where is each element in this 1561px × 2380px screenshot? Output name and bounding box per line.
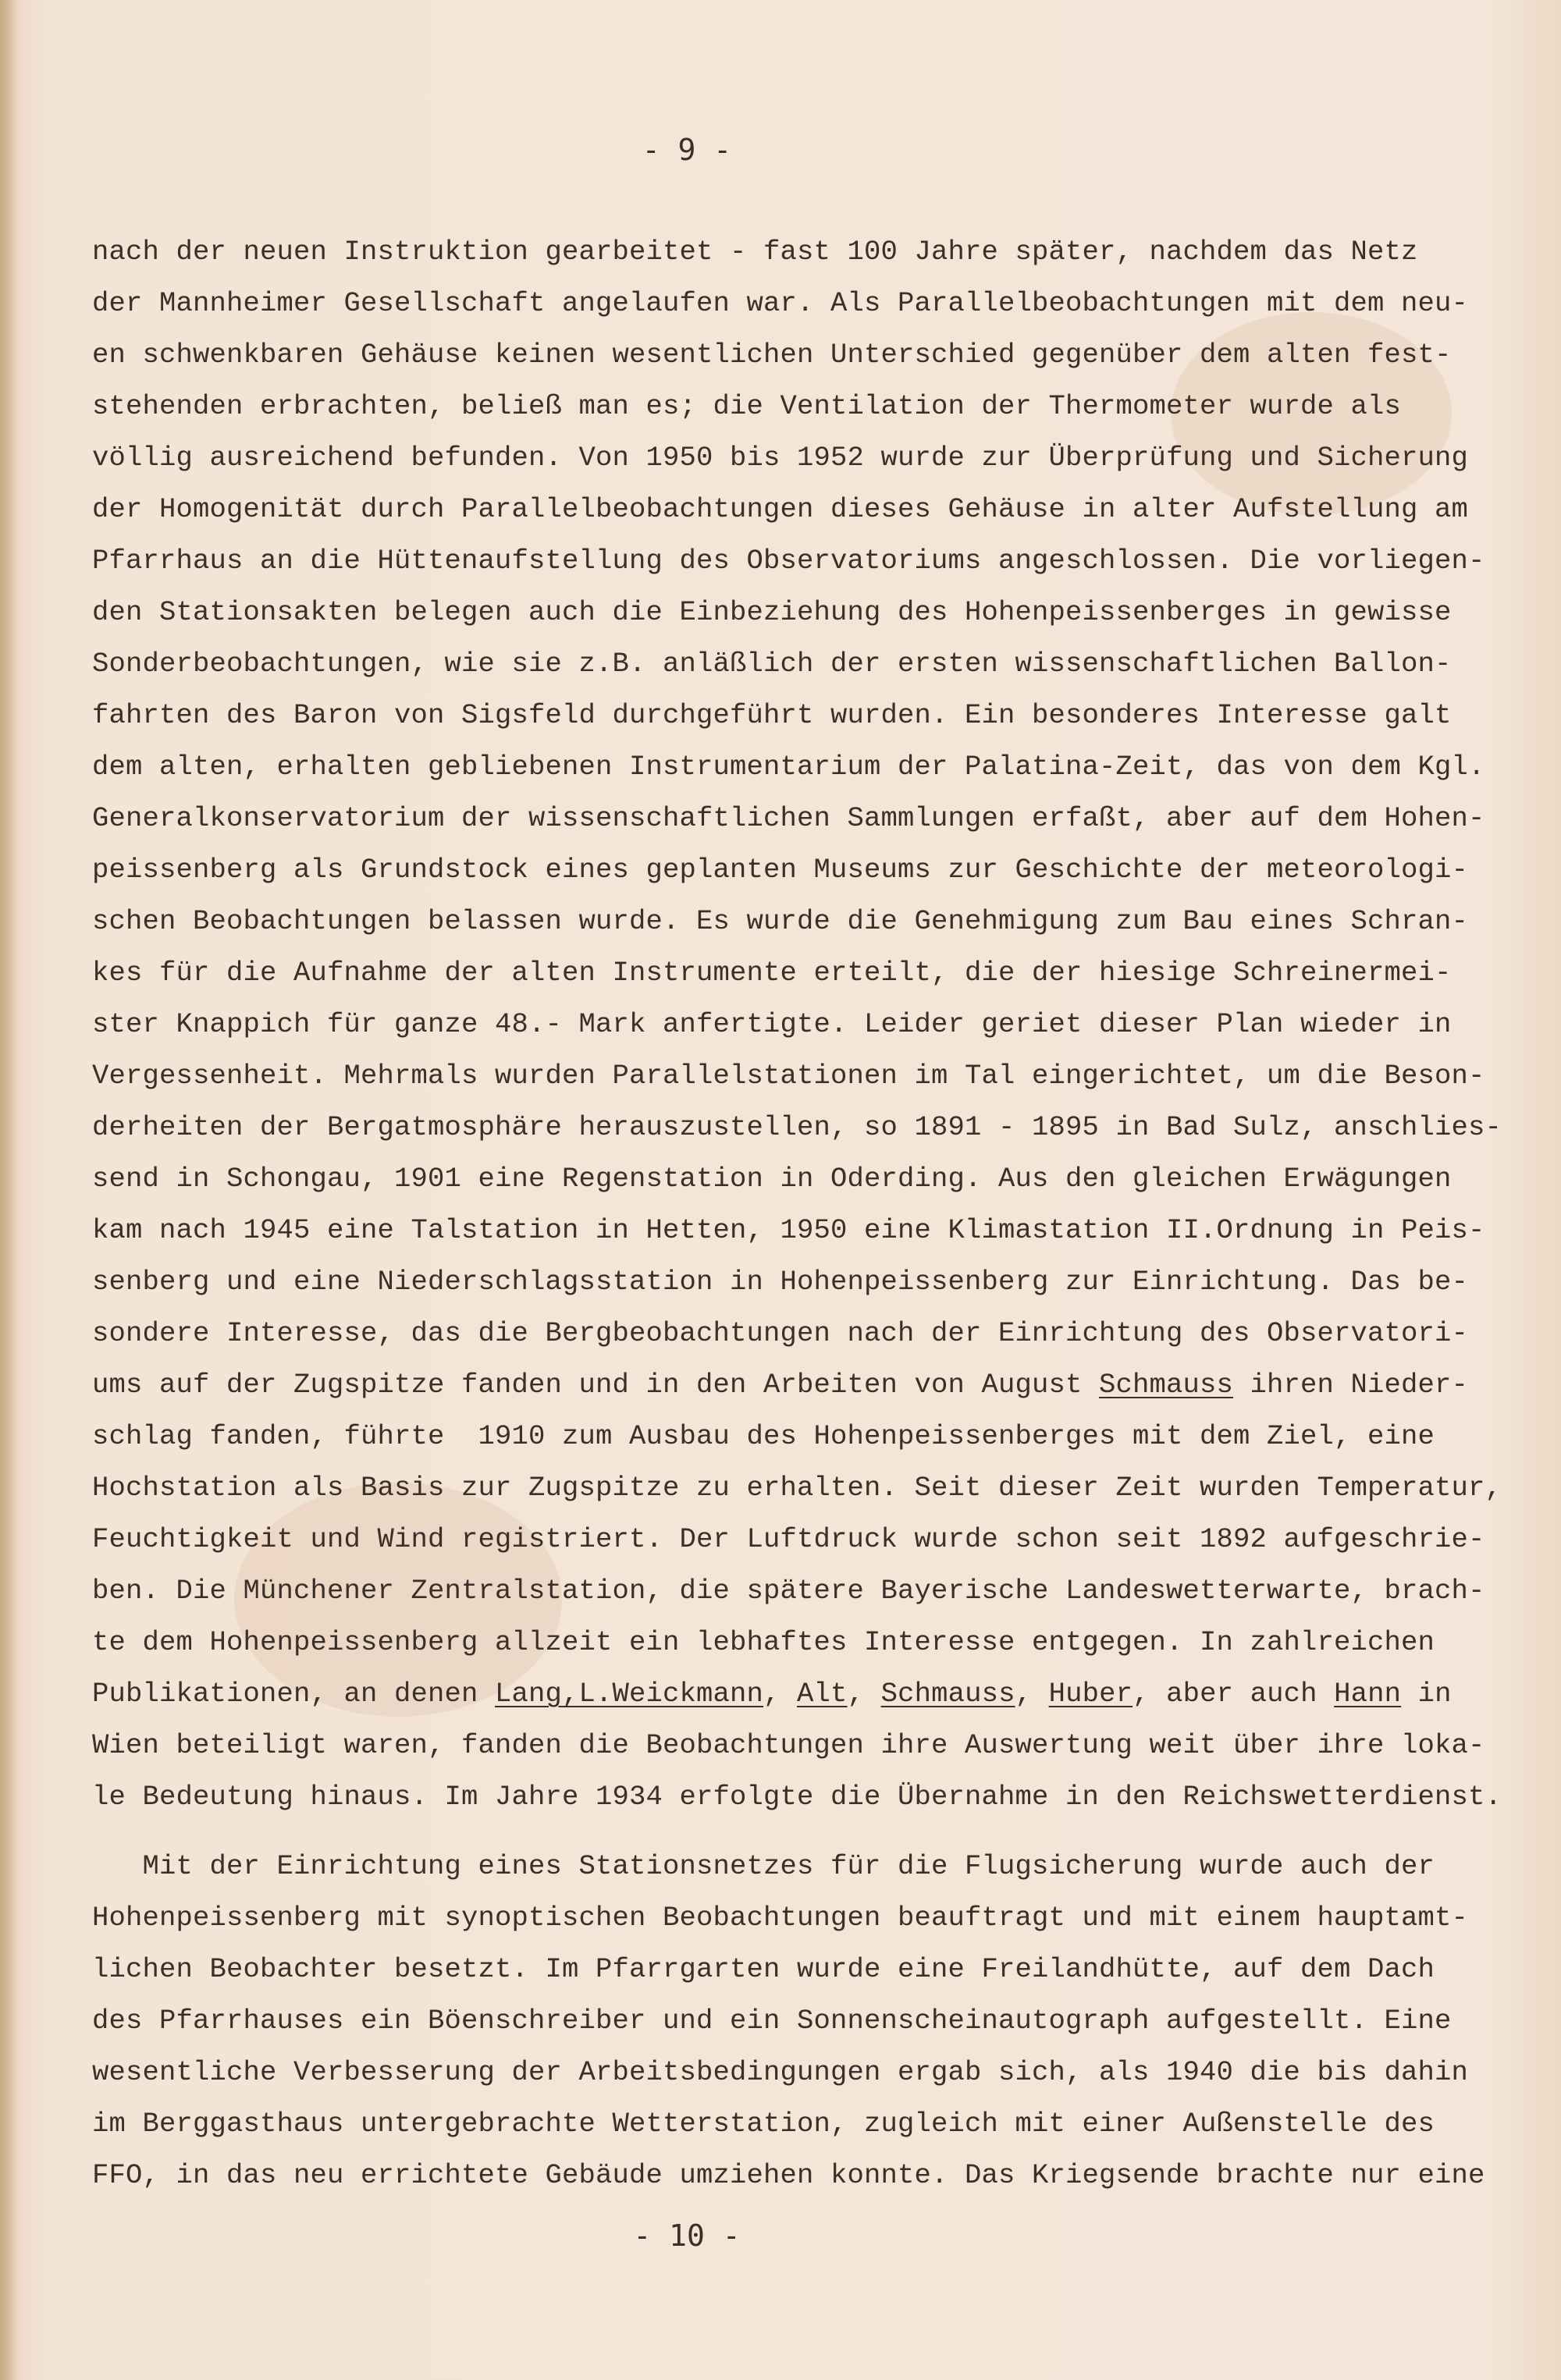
text-line: Mit der Einrichtung eines Stationsnetzes für die Flugsicherung wurde auch der	[92, 1850, 1435, 1882]
text-run: ,	[847, 1678, 881, 1710]
underlined-name: Schmauss	[1099, 1369, 1234, 1401]
text-line: Feuchtigkeit und Wind registriert. Der Luftdruck wurde schon seit 1892 aufgeschrie-	[92, 1523, 1485, 1555]
text-line: le Bedeutung hinaus. Im Jahre 1934 erfolgte die Übernahme in den Reichswetterdienst.	[92, 1781, 1502, 1813]
text-run: , aber auch	[1133, 1678, 1335, 1710]
text-line: sondere Interesse, das die Bergbeobachtungen nach der Einrichtung des Observatori-	[92, 1317, 1469, 1349]
text-line: send in Schongau, 1901 eine Regenstation in Oderding. Aus den gleichen Erwägungen	[92, 1163, 1452, 1195]
text-line: peissenberg als Grundstock eines geplanten Museums zur Geschichte der meteorologi-	[92, 854, 1469, 886]
text-line: te dem Hohenpeissenberg allzeit ein lebhaftes Interesse entgegen. In zahlreichen	[92, 1626, 1435, 1658]
page-number-bottom: - 10 -	[633, 2218, 741, 2253]
text-run: ihren Nieder-	[1233, 1369, 1469, 1401]
text-line: den Stationsakten belegen auch die Einbeziehung des Hohenpeissenberges in gewisse	[92, 596, 1452, 628]
text-line: kam nach 1945 eine Talstation in Hetten, 1950 eine Klimastation II.Ordnung in Peis-	[92, 1214, 1485, 1246]
text-line: derheiten der Bergatmosphäre herauszustellen, so 1891 - 1895 in Bad Sulz, anschlies-	[92, 1111, 1502, 1143]
text-line: en schwenkbaren Gehäuse keinen wesentlichen Unterschied gegenüber dem alten fest-	[92, 339, 1452, 371]
text-line: ster Knappich für ganze 48.- Mark anfertigte. Leider geriet dieser Plan wieder in	[92, 1008, 1452, 1040]
text-line	[92, 1678, 1452, 1710]
text-line: der Homogenität durch Parallelbeobachtungen dieses Gehäuse in alter Aufstellung am	[92, 493, 1469, 525]
text-line: Hochstation als Basis zur Zugspitze zu erhalten. Seit dieser Zeit wurden Temperatur,	[92, 1472, 1502, 1504]
text-line: schen Beobachtungen belassen wurde. Es wurde die Genehmigung zum Bau eines Schran-	[92, 905, 1469, 937]
text-line: völlig ausreichend befunden. Von 1950 bis 1952 wurde zur Überprüfung und Sicherung	[92, 442, 1469, 474]
page-number-top: - 9 -	[642, 133, 732, 167]
underlined-name: Alt	[797, 1678, 848, 1710]
text-run: ,	[763, 1678, 798, 1710]
text-line: Hohenpeissenberg mit synoptischen Beobachtungen beauftragt und mit einem hauptamt-	[92, 1902, 1469, 1934]
text-line: der Mannheimer Gesellschaft angelaufen war. Als Parallelbeobachtungen mit dem neu-	[92, 287, 1469, 319]
text-line: Generalkonservatorium der wissenschaftlichen Sammlungen erfaßt, aber auf dem Hohen-	[92, 802, 1485, 834]
text-line: Pfarrhaus an die Hüttenaufstellung des Observatoriums angeschlossen. Die vorliegen-	[92, 545, 1485, 577]
text-line	[92, 1369, 1468, 1401]
text-run: ,	[1015, 1678, 1049, 1710]
text-run: ums auf der Zugspitze fanden und in den Arbeiten von August	[92, 1369, 1100, 1401]
text-line: nach der neuen Instruktion gearbeitet - fast 100 Jahre später, nachdem das Netz	[92, 236, 1418, 268]
text-line: Sonderbeobachtungen, wie sie z.B. anläßlich der ersten wissenschaftlichen Ballon-	[92, 648, 1452, 680]
text-line: FFO, in das neu errichtete Gebäude umziehen konnte. Das Kriegsende brachte nur eine	[92, 2159, 1485, 2191]
text-line: ben. Die Münchener Zentralstation, die spätere Bayerische Landeswetterwarte, brach-	[92, 1575, 1485, 1607]
text-line: senberg und eine Niederschlagsstation in Hohenpeissenberg zur Einrichtung. Das be-	[92, 1266, 1469, 1298]
text-line: kes für die Aufnahme der alten Instrumente erteilt, die der hiesige Schreinermei-	[92, 957, 1452, 989]
underlined-name: Schmauss	[880, 1678, 1015, 1710]
text-line: Vergessenheit. Mehrmals wurden Parallelstationen im Tal eingerichtet, um die Beson-	[92, 1060, 1485, 1092]
text-line: des Pfarrhauses ein Böenschreiber und ein Sonnenscheinautograph aufgestellt. Eine	[92, 2005, 1452, 2037]
underlined-name: Hann	[1334, 1678, 1402, 1710]
text-line: dem alten, erhalten gebliebenen Instrumentarium der Palatina-Zeit, das von dem Kgl.	[92, 751, 1485, 783]
page-edge-shadow	[0, 0, 17, 2380]
underlined-name: Lang,L.Weickmann	[495, 1678, 764, 1710]
underlined-name: Huber	[1048, 1678, 1133, 1710]
text-run: Publikationen, an denen	[92, 1678, 496, 1710]
text-line: lichen Beobachter besetzt. Im Pfarrgarten wurde eine Freilandhütte, auf dem Dach	[92, 1953, 1435, 1985]
text-line: schlag fanden, führte 1910 zum Ausbau des Hohenpeissenberges mit dem Ziel, eine	[92, 1420, 1435, 1452]
text-run: in	[1401, 1678, 1452, 1710]
text-line: Wien beteiligt waren, fanden die Beobachtungen ihre Auswertung weit über ihre loka-	[92, 1729, 1485, 1761]
text-line: fahrten des Baron von Sigsfeld durchgeführt wurden. Ein besonderes Interesse galt	[92, 699, 1452, 731]
text-line: stehenden erbrachten, beließ man es; die Ventilation der Thermometer wurde als	[92, 390, 1402, 422]
text-line: wesentliche Verbesserung der Arbeitsbedingungen ergab sich, als 1940 die bis dahin	[92, 2056, 1469, 2088]
text-line: im Berggasthaus untergebrachte Wetterstation, zugleich mit einer Außenstelle des	[92, 2108, 1435, 2140]
